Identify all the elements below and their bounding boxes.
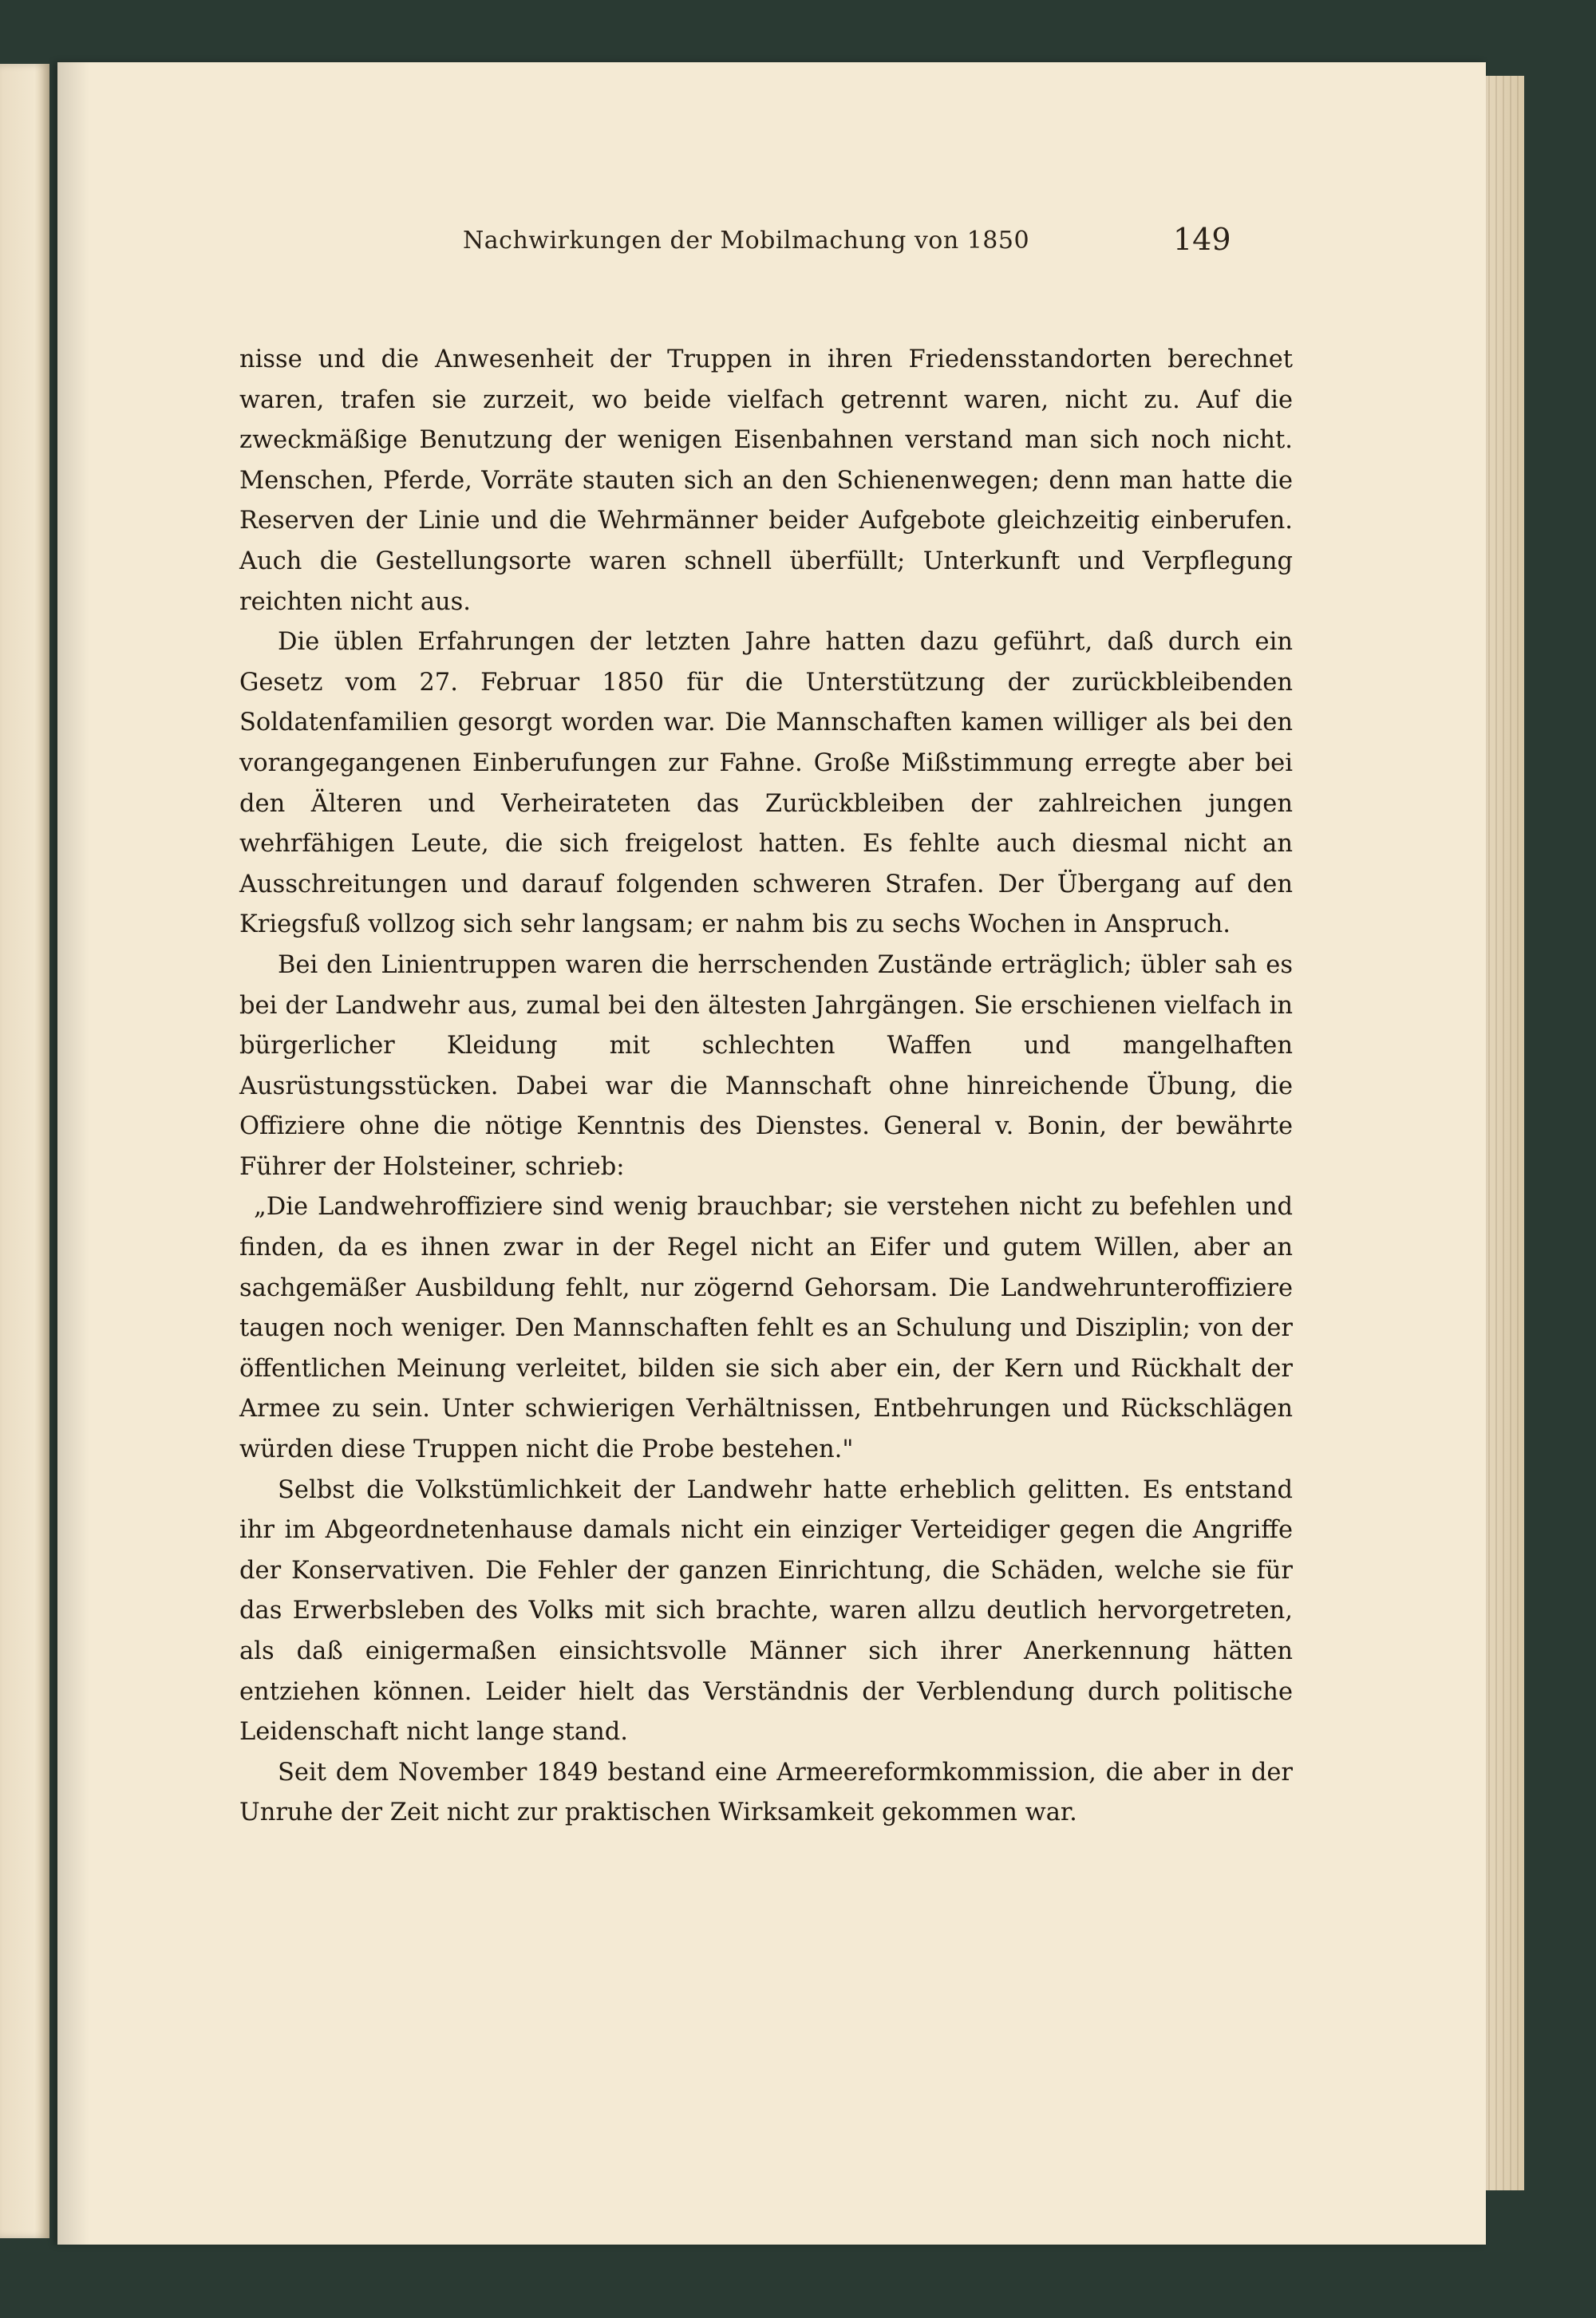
book-page <box>57 62 1486 2245</box>
page-gutter <box>57 62 89 2245</box>
paragraph: Seit dem November 1849 bestand eine Armeereformkommission, die aber in der Unruhe der Zeit nicht zur praktischen Wirksamkeit gekommen war. <box>239 1758 1293 1827</box>
paragraph-continued: nisse und die Anwesenheit der Truppen in ihren Friedensstandorten berechnet waren, trafen sie zurzeit, wo beide vielfach getrennt waren, nicht zu. Auf die zweckmäßige Benutzung der wenigen Eisenbahnen verstand man sich noch nicht. Menschen, Pferde, Vorräte stauten sich an den Schienenwegen; denn man hatte die Reserven der Linie und die Wehrmänner beider Aufgebote gleichzeitig einberufen. Auch die Gestellungsorte waren schnell überfüllt; Unterkunft und Verpflegung reichten nicht aus. <box>239 346 1293 616</box>
facing-page-edge <box>0 64 49 2238</box>
body-text <box>239 340 1293 1834</box>
paragraph: Selbst die Volkstümlichkeit der Landwehr hatte erheblich gelitten. Es entstand ihr im Abgeordnetenhause damals nicht ein einziger Verteidiger gegen die Angriffe der Konservativen. Die Fehler der ganzen Einrichtung, die Schäden, welche sie für das Erwerbsleben des Volks mit sich brachte, waren allzu deutlich hervorgetreten, als daß einigermaßen einsichtsvolle Männer sich ihrer Anerkennung hätten entziehen können. Leider hielt das Verständnis der Verblendung durch politische Leidenschaft nicht lange stand. <box>239 1475 1293 1747</box>
paragraph: Bei den Linientruppen waren die herrschenden Zustände erträglich; übler sah es bei der Landwehr aus, zumal bei den ältesten Jahrgängen. Sie erschienen vielfach in bürgerlicher Kleidung mit schlechten Waffen und mangelhaften Ausrüstungsstücken. Dabei war die Mannschaft ohne hinreichende Übung, die Offiziere ohne die nötige Kenntnis des Dienstes. General v. Bonin, der bewährte Führer der Holsteiner, schrieb: <box>239 950 1293 1181</box>
block-quote: „Die Landwehroffiziere sind wenig brauchbar; sie verstehen nicht zu befehlen und finden, da es ihnen zwar in der Regel nicht an Eifer und gutem Willen, aber an sachgemäßer Ausbildung fehlt, nur zögernd Gehorsam. Die Landwehrunteroffiziere taugen noch weniger. Den Mannschaften fehlt es an Schulung und Disziplin; von der öffentlichen Meinung verleitet, bilden sie sich aber ein, der Kern und Rückhalt der Armee zu sein. Unter schwierigen Verhältnissen, Entbehrungen und Rückschlägen würden diese Truppen nicht die Probe bestehen." <box>239 1193 1293 1464</box>
running-head <box>57 222 1486 270</box>
page-number: 149 <box>1173 222 1231 257</box>
paragraph: Die üblen Erfahrungen der letzten Jahre hatten dazu geführt, daß durch ein Gesetz vom 27. Februar 1850 für die Unterstützung der zurückbleibenden Soldatenfamilien gesorgt worden war. Die Mannschaften kamen williger als bei den vorangegangenen Einberufungen zur Fahne. Große Mißstimmung erregte aber bei den Älteren und Verheirateten das Zurückbleiben der zahlreichen jungen wehrfähigen Leute, die sich freigelost hatten. Es fehlte auch diesmal nicht an Ausschreitungen und darauf folgenden schweren Strafen. Der Übergang auf den Kriegsfuß vollzog sich sehr langsam; er nahm bis zu sechs Wochen in Anspruch. <box>239 628 1293 939</box>
running-head-title: Nachwirkungen der Mobilmachung von 1850 <box>463 227 1030 255</box>
